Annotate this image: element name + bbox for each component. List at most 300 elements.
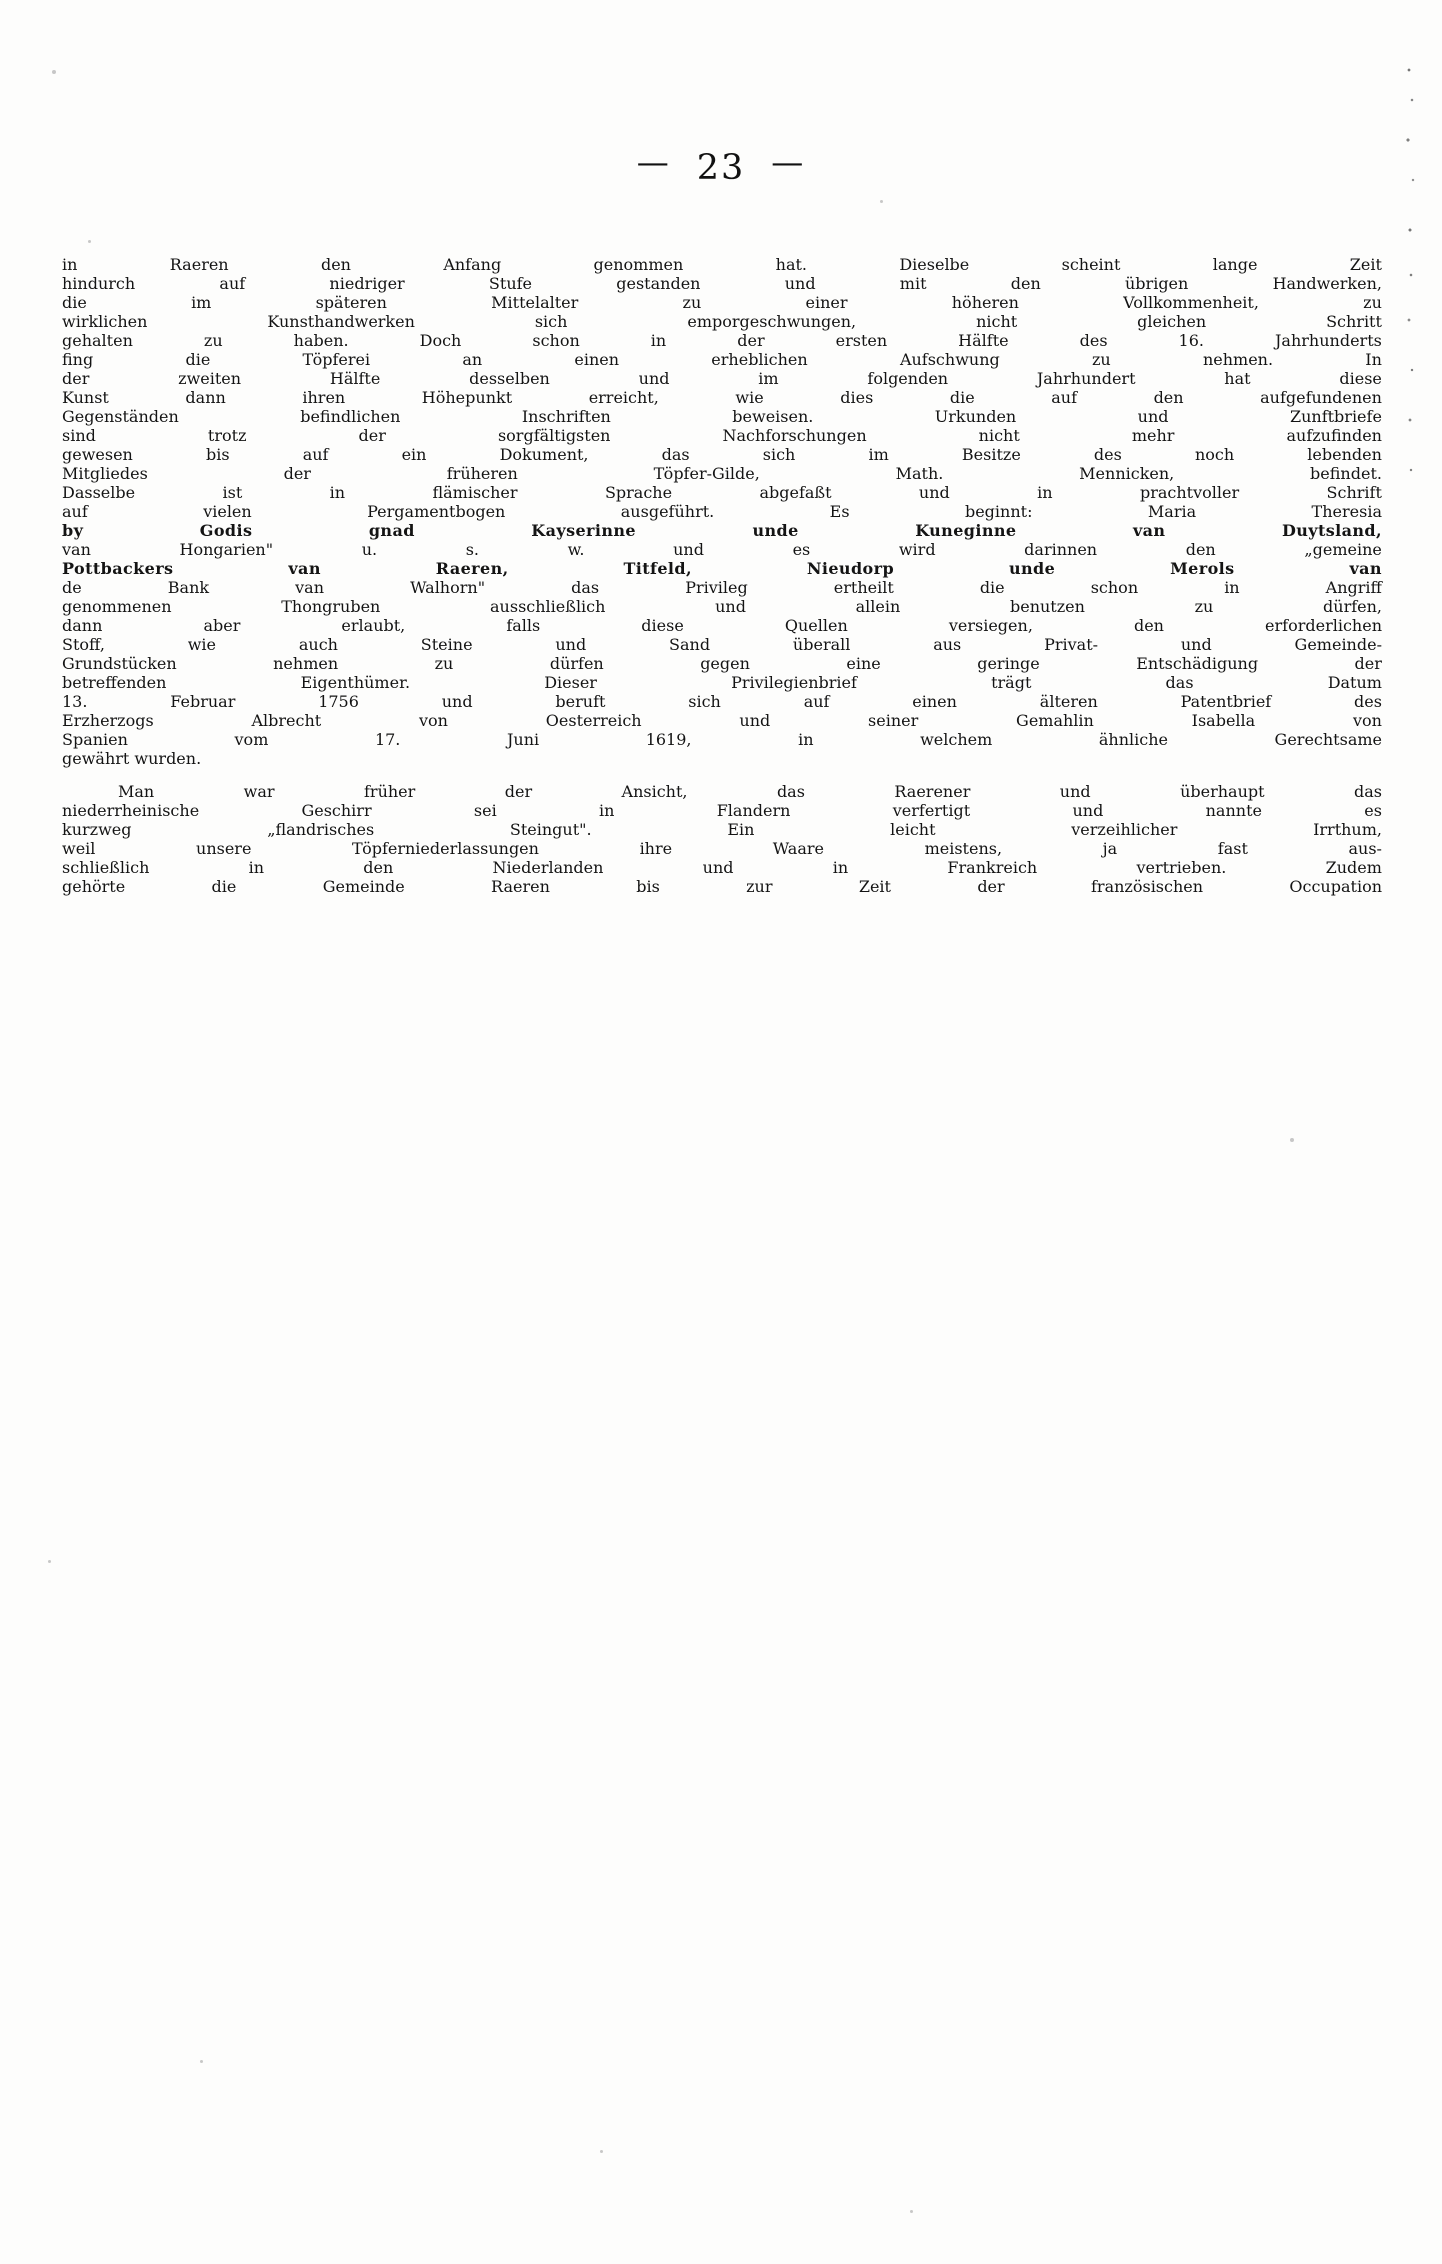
text-word: älteren [1039,692,1098,711]
text-word: übrigen [1125,274,1189,293]
text-word: gleichen [1137,312,1207,331]
text-word: Hälfte [329,369,381,388]
text-word: gehalten [62,331,133,350]
text-word: seiner [868,711,919,730]
text-word: Stoff, [62,635,105,654]
text-word: w. [567,540,585,559]
text-word: auf [1051,388,1077,407]
text-word: abgefaßt [759,483,832,502]
text-word: 1756 [318,692,359,711]
text-word: Angriff [1325,578,1382,597]
text-word: den [1153,388,1184,407]
text-word: in [248,858,265,877]
text-word: nicht [978,426,1020,445]
text-word: Doch [419,331,462,350]
text-word: Godis [199,521,253,540]
text-word: diese [641,616,684,635]
text-word: der [737,331,765,350]
text-word: Thongruben [281,597,381,616]
text-word: und [673,540,704,559]
text-word: gnad [368,521,415,540]
text-word: aufzufinden [1286,426,1382,445]
text-word: Dasselbe [62,483,136,502]
text-word: 16. [1178,331,1204,350]
text-word: zu [434,654,454,673]
text-word: der [62,369,90,388]
text-word: unde [752,521,799,540]
text-word: die [949,388,975,407]
text-word: sich [688,692,721,711]
text-word: dies [840,388,874,407]
text-word: des [1354,692,1382,711]
text-word: Math. [895,464,944,483]
text-word: Handwerken, [1272,274,1382,293]
text-word: Bank [167,578,210,597]
text-word: Kuneginne [915,521,1017,540]
text-word: der [1354,654,1382,673]
text-word: Zudem [1325,858,1382,877]
text-word: schon [1090,578,1139,597]
text-word: kurzweg [62,820,132,839]
text-word: und [638,369,670,388]
text-word: sich [534,312,568,331]
text-word: Sprache [604,483,673,502]
text-word: wie [187,635,217,654]
text-word: allein [855,597,901,616]
text-word: gegen [700,654,750,673]
text-word: noch [1194,445,1235,464]
text-word: befindlichen [300,407,401,426]
text-word: Mitgliedes [62,464,148,483]
text-word: in [329,483,346,502]
text-word: der [504,782,533,801]
text-word: Titfeld, [623,559,692,578]
text-word: Datum [1327,673,1382,692]
text-word: von [419,711,448,730]
text-word: hat. [775,255,807,274]
text-word: Waare [772,839,824,858]
text-word: Juni [506,730,540,749]
text-word: es [1364,801,1382,820]
text-word: Maria [1147,502,1197,521]
text-word: wird [898,540,936,559]
page-number-value: 23 [696,148,746,188]
text-word: lebenden [1307,445,1382,464]
text-word: zu [1091,350,1111,369]
scan-speckle [1290,1138,1294,1142]
text-word: dann [62,616,103,635]
text-word: der [977,877,1005,896]
text-word: eine [846,654,881,673]
text-word: ausgeführt. [620,502,715,521]
text-word: genommenen [62,597,172,616]
paragraph-2 [62,782,1382,896]
text-word: Hongarien" [179,540,274,559]
text-word: Dieselbe [899,255,970,274]
text-word: Grundstücken [62,654,177,673]
text-word: ist [222,483,243,502]
text-word: und [702,858,734,877]
text-word: fing [62,350,94,369]
text-word: mit [899,274,927,293]
text-word: und [739,711,771,730]
text-word: Gerechtsame [1274,730,1382,749]
text-word: Besitze [961,445,1021,464]
text-word: sei [473,801,497,820]
text-word: des [1079,331,1108,350]
text-word: in [62,255,78,274]
text-word: Raeren [169,255,229,274]
text-word: trägt [991,673,1032,692]
text-word: Anfang [443,255,502,274]
text-word: niederrheinische [62,801,200,820]
text-word: unsere [196,839,252,858]
text-word: in [598,801,615,820]
text-word: Zunftbriefe [1289,407,1382,426]
text-word: der [358,426,386,445]
text-word: Höhepunkt [421,388,513,407]
text-word: ähnliche [1098,730,1168,749]
text-word: einen [912,692,957,711]
text-word: s. [465,540,479,559]
text-word: den [1185,540,1216,559]
text-word: und [1059,782,1091,801]
text-word: das [776,782,805,801]
scan-speckle [200,2060,203,2063]
text-word: zu [682,293,702,312]
text-word: Privilegienbrief [731,673,857,692]
text-word: gewesen [62,445,133,464]
text-word: und [1137,407,1169,426]
text-word: genommen [593,255,684,274]
text-word: überall [792,635,851,654]
text-word: Kunsthandwerken [267,312,415,331]
text-word: früheren [446,464,518,483]
text-word: van [1349,559,1382,578]
text-word: auf [302,445,329,464]
text-word: und [441,692,473,711]
text-word: nannte [1205,801,1262,820]
text-word: zur [746,877,773,896]
text-word: unde [1008,559,1056,578]
text-word: ertheilt [833,578,894,597]
text-word: die [62,293,87,312]
text-word: Flandern [716,801,791,820]
text-word: benutzen [1009,597,1085,616]
text-word: ersten [835,331,888,350]
text-word: welchem [920,730,993,749]
text-word: wirklichen [62,312,148,331]
text-word: sind [62,426,96,445]
text-word: Zeit [1349,255,1382,274]
text-word: von [1352,711,1382,730]
text-word: zu [1194,597,1214,616]
text-word: nicht [976,312,1018,331]
text-word: die [211,877,237,896]
text-word: Patentbrief [1180,692,1272,711]
text-word: ihren [302,388,346,407]
text-word: Gemahlin [1016,711,1094,730]
text-word: Schritt [1326,312,1382,331]
text-word: vertrieben. [1136,858,1227,877]
text-word: Pottbackers [62,559,174,578]
text-word: im [868,445,889,464]
text-word: nehmen. [1202,350,1274,369]
text-word: aufgefundenen [1260,388,1382,407]
text-word: beginnt: [964,502,1033,521]
text-word: aus [933,635,962,654]
text-word: Februar [170,692,236,711]
text-word: Privat- [1044,635,1099,654]
text-word: früher [364,782,416,801]
text-word: Duytsland, [1281,521,1382,540]
text-word: und [1072,801,1104,820]
text-word: Gemeinde [322,877,405,896]
text-word: Raeren [491,877,550,896]
text-word: Jahrhundert [1036,369,1136,388]
text-word: Nachforschungen [722,426,867,445]
text-word: 1619, [645,730,692,749]
text-word: Raerener [894,782,971,801]
text-word: in [832,858,849,877]
text-word: dürfen, [1323,597,1382,616]
text-word: bis [205,445,230,464]
text-word: prachtvoller [1139,483,1240,502]
text-word: Aufschwung [899,350,1000,369]
text-word: geringe [977,654,1040,673]
text-word: der [283,464,311,483]
text-word: Ein [727,820,755,839]
text-word: meistens, [924,839,1003,858]
text-word: das [661,445,690,464]
text-word: zweiten [178,369,242,388]
text-word: ausschließlich [490,597,606,616]
text-word: den [363,858,394,877]
scan-speckle [52,70,56,74]
text-word: Ansicht, [621,782,688,801]
text-word: In [1365,350,1382,369]
text-word: Gemeinde- [1294,635,1382,654]
text-word: erforderlichen [1265,616,1382,635]
text-word: Töpfer-Gilde, [653,464,760,483]
text-word: Frankreich [947,858,1038,877]
text-word: van [62,540,91,559]
text-word: Mittelalter [491,293,579,312]
text-word: betreffenden [62,673,167,692]
text-word: ein [401,445,427,464]
text-word: Schrift [1326,483,1382,502]
text-word: Geschirr [301,801,372,820]
text-word: einen [574,350,620,369]
paragraph-gap [62,768,1382,782]
text-word: Steingut". [509,820,592,839]
scan-speckle [600,2150,603,2153]
text-word: Steine [420,635,473,654]
scan-speckle [88,240,91,243]
text-word: Spanien [62,730,128,749]
page-number [0,143,1442,188]
text-word: auf [219,274,246,293]
page-number-dash-right: — [771,143,806,181]
text-word: flämischer [432,483,518,502]
text-word: und [1180,635,1212,654]
text-word: Oesterreich [545,711,642,730]
text-word: an [462,350,483,369]
text-word: in [1224,578,1240,597]
text-word: zu [203,331,223,350]
text-word: in [1037,483,1053,502]
text-word: 17. [374,730,401,749]
text-word: hindurch [62,274,136,293]
text-word: Hälfte [958,331,1009,350]
text-word: aus- [1348,839,1382,858]
text-word: hat [1224,369,1251,388]
text-word: in [650,331,667,350]
text-word: im [758,369,779,388]
text-word: darinnen [1024,540,1098,559]
text-word: und [918,483,950,502]
text-word: den [320,255,351,274]
text-word: scheint [1061,255,1121,274]
text-word: verfertigt [892,801,971,820]
text-word: Nieudorp [806,559,895,578]
text-word: erheblichen [711,350,808,369]
text-word: ihre [639,839,673,858]
text-word: desselben [469,369,550,388]
text-word: haben. [293,331,349,350]
text-word: erreicht, [588,388,659,407]
text-word: das [1354,782,1382,801]
text-word: van [288,559,321,578]
scan-speckle [48,1560,51,1563]
text-word: gestanden [616,274,701,293]
text-word: und [555,635,587,654]
text-word: Eigenthümer. [300,673,411,692]
text-word: einer [805,293,848,312]
scan-noise-right-margin [1406,60,1416,500]
text-word: lange [1212,255,1258,274]
text-word: Gegenständen [62,407,179,426]
text-word: französischen [1091,877,1204,896]
text-word: Töpferniederlassungen [352,839,539,858]
text-word: Erzherzogs [62,711,154,730]
text-word: Occupation [1289,877,1382,896]
text-word: Merols [1170,559,1235,578]
text-word: Inschriften [521,407,611,426]
text-word: „gemeine [1304,540,1382,559]
text-word: auf [62,502,88,521]
text-word: dann [185,388,226,407]
text-word: im [191,293,212,312]
text-word: Walhorn" [410,578,486,597]
text-word: Es [829,502,850,521]
scan-speckle [910,2210,913,2213]
text-word: Dokument, [499,445,589,464]
text-word: Dieser [544,673,597,692]
text-word: Urkunden [934,407,1017,426]
text-word: des [1093,445,1122,464]
text-word: Pergamentbogen [367,502,506,521]
text-word: höheren [951,293,1019,312]
text-word: Irrthum, [1313,820,1382,839]
text-word: auf [803,692,830,711]
page-number-dash-left: — [636,143,671,181]
text-word: Vollkommenheit, [1123,293,1259,312]
text-word: beweisen. [732,407,814,426]
text-word: überhaupt [1180,782,1265,801]
text-word: zu [1363,293,1382,312]
page-body [62,255,1382,896]
text-word: aber [203,616,241,635]
text-word: Jahrhunderts [1275,331,1382,350]
paragraph-1 [62,255,1382,768]
text-word: befindet. [1310,464,1382,483]
text-word: by [62,521,84,540]
text-word: und [784,274,816,293]
text-word: 13. [62,692,88,711]
text-word: u. [361,540,378,559]
text-word: diese [1339,369,1382,388]
text-word: die [185,350,211,369]
text-word: fast [1217,839,1248,858]
text-word: Sand [669,635,711,654]
text-word: schließlich [62,858,150,877]
text-word: sorgfältigsten [497,426,611,445]
text-word: erlaubt, [341,616,406,635]
text-word: bis [636,877,660,896]
text-word: vielen [203,502,252,521]
text-word: beruft [555,692,606,711]
text-word: Stufe [488,274,533,293]
text-word: Albrecht [251,711,322,730]
text-word: Raeren, [435,559,509,578]
text-word: nehmen [273,654,339,673]
text-word: späteren [315,293,387,312]
text-word: Isabella [1191,711,1256,730]
text-word: de [62,578,82,597]
scan-speckle [880,200,883,203]
text-word: ja [1102,839,1118,858]
text-word: Quellen [784,616,848,635]
text-word: gehörte [62,877,126,896]
text-word: und [715,597,746,616]
text-word: in [798,730,814,749]
text-word: folgenden [867,369,949,388]
text-word: die [979,578,1005,597]
text-word: Theresia [1311,502,1382,521]
text-word: schon [532,331,580,350]
text-word: wie [735,388,764,407]
text-word: das [571,578,600,597]
text-word: Mennicken, [1079,464,1175,483]
text-word: den [1133,616,1164,635]
text-word: dürfen [549,654,604,673]
text-word: Man [118,782,155,801]
text-word: „flandrisches [267,820,375,839]
text-word: mehr [1131,426,1175,445]
text-word: das [1165,673,1194,692]
text-word: den [1010,274,1041,293]
text-word: auch [298,635,338,654]
text-word: Privileg [685,578,748,597]
text-word: Kunst [62,388,109,407]
text-word: niedriger [329,274,405,293]
text-word: sich [762,445,796,464]
text-line: gewährt wurden. [62,749,202,768]
text-word: war [243,782,275,801]
text-word: versiegen, [948,616,1033,635]
text-word: emporgeschwungen, [687,312,857,331]
